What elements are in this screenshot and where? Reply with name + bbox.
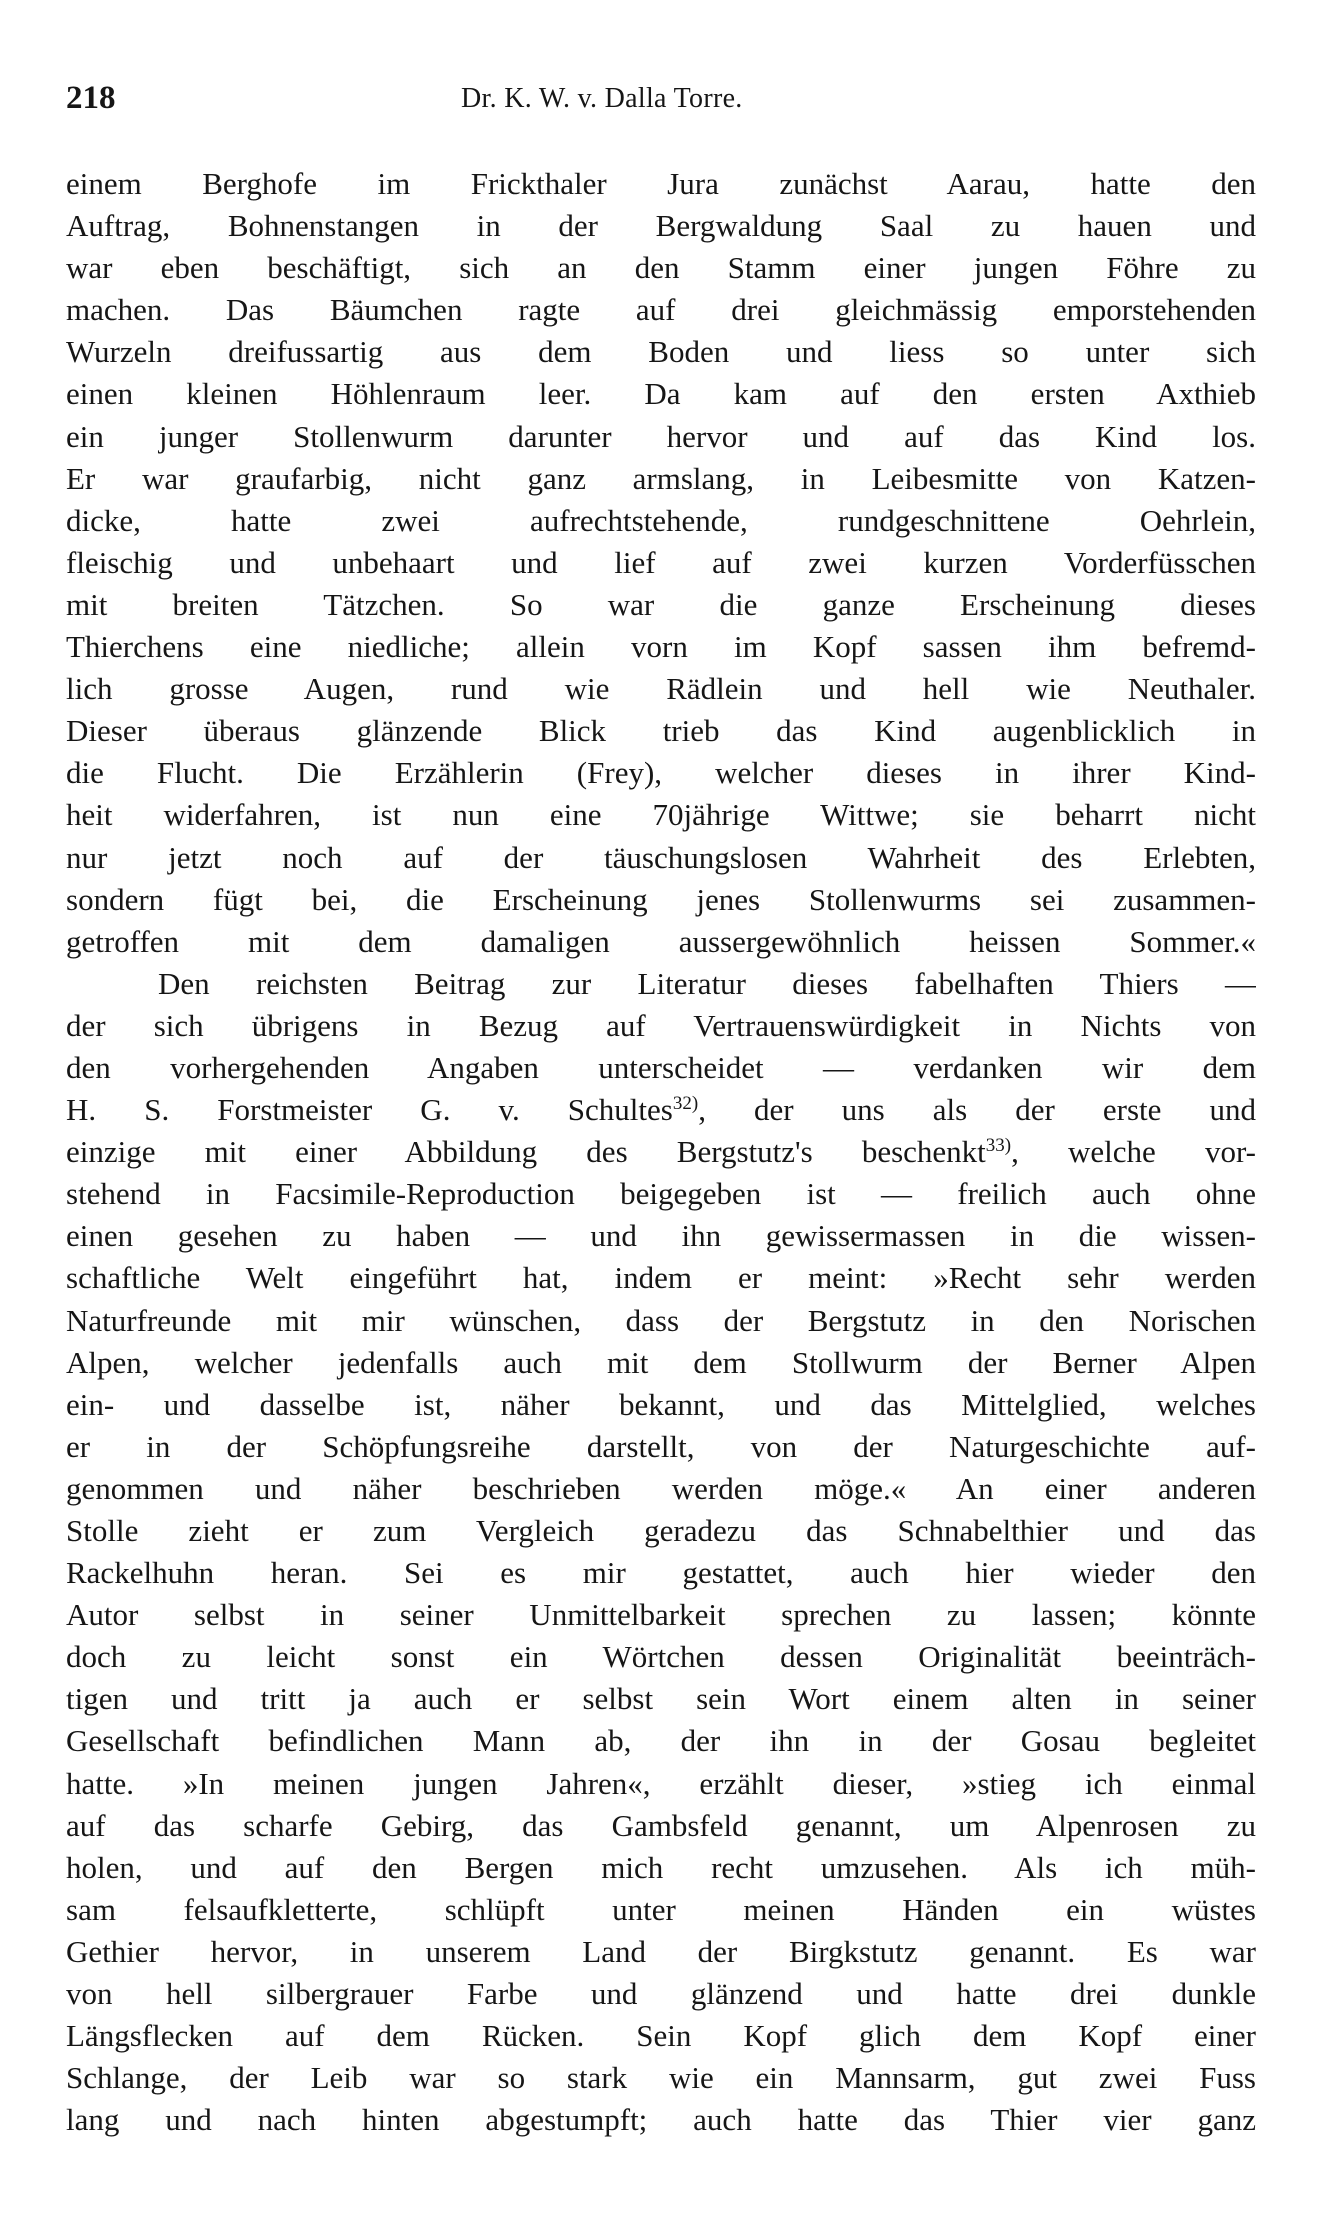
text-line: auf das scharfe Gebirg, das Gambsfeld genannt, um Alpenrosen zu [66, 1807, 1256, 1843]
text-line: sam felsaufkletterte, schlüpft unter meinen Händen ein wüstes [66, 1891, 1256, 1927]
text-line: sondern fügt bei, die Erscheinung jenes Stollenwurms sei zusammen- [66, 881, 1256, 917]
text-line: von hell silbergrauer Farbe und glänzend und hatte drei dunkle [66, 1976, 1256, 2012]
text-line: tigen und tritt ja auch er selbst sein Wort einem alten in seiner [66, 1681, 1256, 1717]
text-line: ein- und dasselbe ist, näher bekannt, und das Mittelglied, welches [66, 1386, 1256, 1422]
body-text [66, 163, 1256, 2141]
text-line: doch zu leicht sonst ein Wörtchen dessen Originalität beeinträch- [66, 1639, 1256, 1675]
text-line: ein junger Stollenwurm darunter hervor und auf das Kind los. [66, 418, 1256, 454]
text-line: Alpen, welcher jedenfalls auch mit dem Stollwurm der Berner Alpen [66, 1344, 1256, 1380]
text-line: Längsflecken auf dem Rücken. Sein Kopf glich dem Kopf einer [66, 2018, 1256, 2054]
text-segment: H. S. Forstmeister G. v. Schultes [66, 1092, 673, 1128]
running-title: Dr. K. W. v. Dalla Torre. [461, 83, 743, 114]
text-line: Gesellschaft befindlichen Mann ab, der ihn in der Gosau begleitet [66, 1723, 1256, 1759]
text-line: war eben beschäftigt, sich an den Stamm einer jungen Föhre zu [66, 250, 1256, 286]
text-line: mit breiten Tätzchen. So war die ganze Erscheinung dieses [66, 586, 1256, 622]
text-line-with-footnote [66, 1089, 1256, 1131]
text-line: Autor selbst in seiner Unmittelbarkeit sprechen zu lassen; könnte [66, 1597, 1256, 1633]
text-line: Wurzeln dreifussartig aus dem Boden und liess so unter sich [66, 334, 1256, 370]
text-line: heit widerfahren, ist nun eine 70jährige Wittwe; sie beharrt nicht [66, 797, 1256, 833]
text-line: der sich übrigens in Bezug auf Vertrauenswürdigkeit in Nichts von [66, 1007, 1256, 1043]
text-line: getroffen mit dem damaligen aussergewöhnlich heissen Sommer.« [66, 923, 1256, 959]
text-line: Stolle zieht er zum Vergleich geradezu das Schnabelthier und das [66, 1513, 1256, 1548]
text-line: lich grosse Augen, rund wie Rädlein und hell wie Neuthaler. [66, 671, 1256, 707]
text-line: Naturfreunde mit mir wünschen, dass der Bergstutz in den Norischen [66, 1302, 1256, 1338]
text-line: Thierchens eine niedliche; allein vorn im Kopf sassen ihm befremd- [66, 629, 1256, 665]
text-line: dicke, hatte zwei aufrechtstehende, rundgeschnittene Oehrlein, [66, 502, 1256, 538]
text-line: Dieser überaus glänzende Blick trieb das Kind augenblicklich in [66, 713, 1256, 749]
text-line-with-footnote [66, 1131, 1256, 1173]
text-line: einen gesehen zu haben — und ihn gewissermassen in die wissen- [66, 1218, 1256, 1254]
text-line: Rackelhuhn heran. Sei es mir gestattet, auch hier wieder den [66, 1555, 1256, 1591]
text-line: stehend in Facsimile-Reproduction beigegeben ist — freilich auch ohne [66, 1176, 1256, 1212]
text-segment: , der uns als der erste und [698, 1092, 1256, 1128]
text-line: machen. Das Bäumchen ragte auf drei gleichmässig emporstehenden [66, 292, 1256, 328]
text-line: schaftliche Welt eingeführt hat, indem er meint: »Recht sehr werden [66, 1260, 1256, 1296]
text-line: einen kleinen Höhlenraum leer. Da kam auf den ersten Axthieb [66, 376, 1256, 412]
footnote-ref-32[interactable]: 32) [672, 1093, 699, 1115]
text-line: Gethier hervor, in unserem Land der Birgkstutz genannt. Es war [66, 1933, 1256, 1969]
text-segment: , welche vor- [1011, 1134, 1256, 1170]
text-line: hatte. »In meinen jungen Jahren«, erzählt dieser, »stieg ich einmal [66, 1765, 1256, 1801]
paragraph-start-line: Den reichsten Beitrag zur Literatur dieses fabelhaften Thiers — [158, 965, 1256, 1001]
page-header [66, 80, 1256, 120]
text-line: einem Berghofe im Frickthaler Jura zunächst Aarau, hatte den [66, 166, 1256, 201]
text-line: fleischig und unbehaart und lief auf zwei kurzen Vorderfüsschen [66, 544, 1256, 580]
page-number: 218 [66, 80, 116, 116]
text-line: holen, und auf den Bergen mich recht umzusehen. Als ich müh- [66, 1849, 1256, 1885]
text-line: Auftrag, Bohnenstangen in der Bergwaldung Saal zu hauen und [66, 208, 1256, 244]
text-line: nur jetzt noch auf der täuschungslosen Wahrheit des Erlebten, [66, 839, 1256, 875]
text-line: Schlange, der Leib war so stark wie ein Mannsarm, gut zwei Fuss [66, 2060, 1256, 2096]
text-line: die Flucht. Die Erzählerin (Frey), welcher dieses in ihrer Kind- [66, 755, 1256, 791]
text-line: Er war graufarbig, nicht ganz armslang, in Leibesmitte von Katzen- [66, 460, 1256, 496]
text-line: lang und nach hinten abgestumpft; auch hatte das Thier vier ganz [66, 2102, 1256, 2138]
text-line: er in der Schöpfungsreihe darstellt, von der Naturgeschichte auf- [66, 1428, 1256, 1464]
text-line: genommen und näher beschrieben werden möge.« An einer anderen [66, 1470, 1256, 1506]
text-segment: einzige mit einer Abbildung des Bergstutz's beschenkt [66, 1134, 986, 1170]
text-line: den vorhergehenden Angaben unterscheidet — verdanken wir dem [66, 1049, 1256, 1085]
footnote-ref-33[interactable]: 33) [985, 1135, 1012, 1157]
